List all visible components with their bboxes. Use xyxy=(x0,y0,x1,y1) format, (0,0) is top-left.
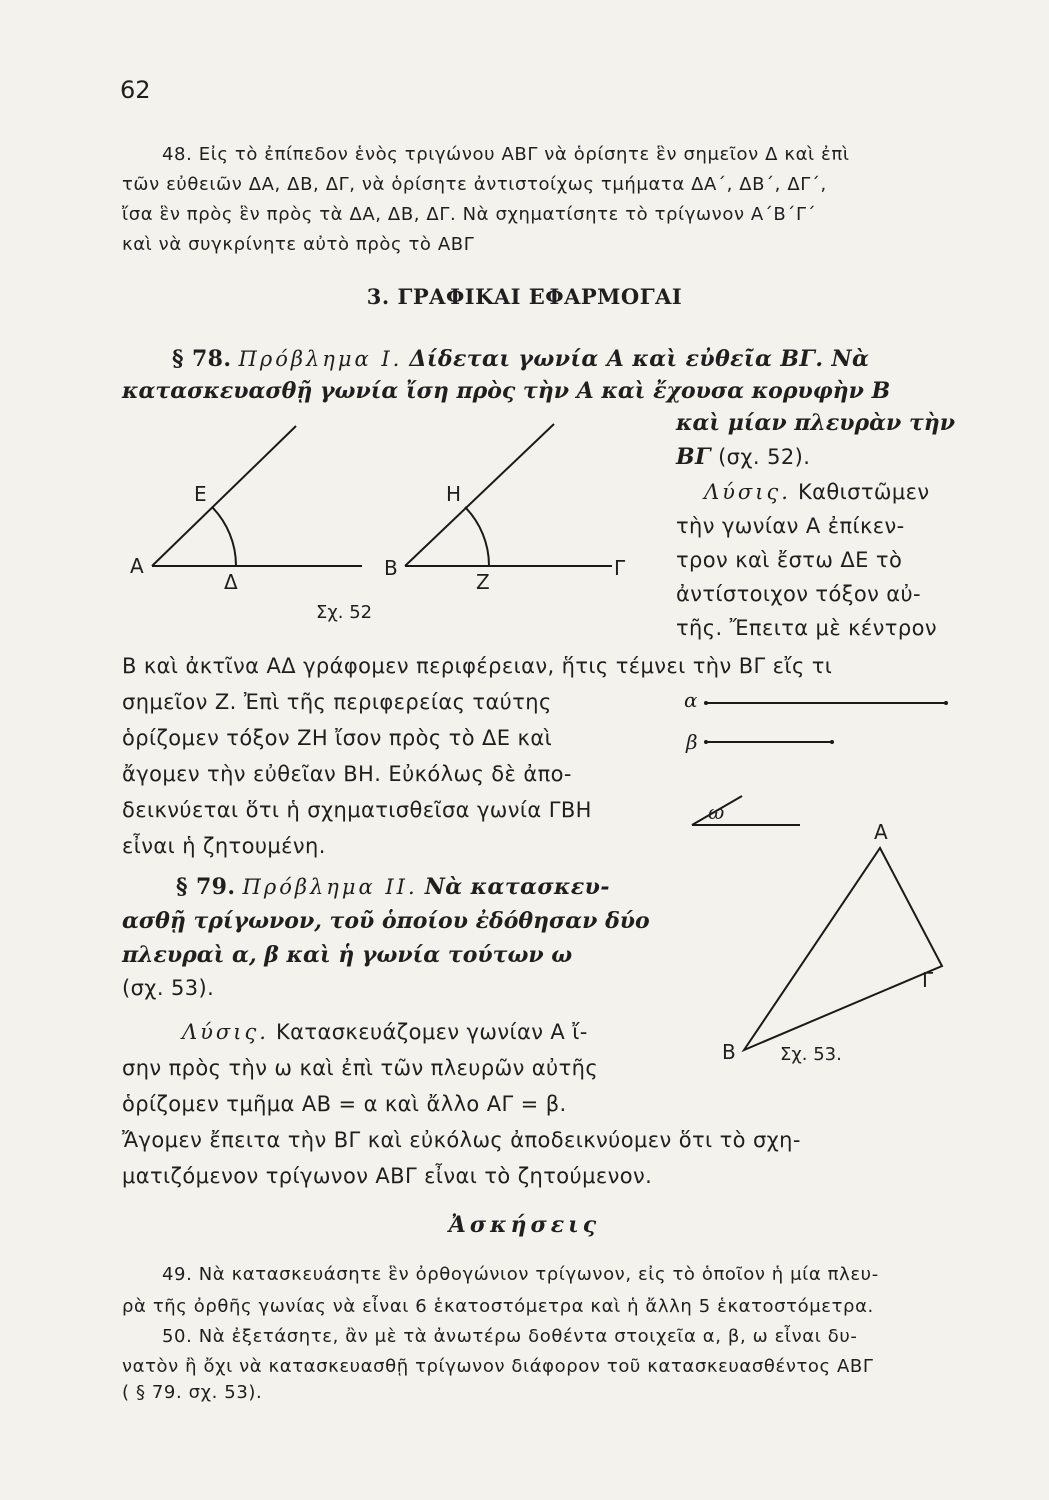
figure-reference: (σχ. 52). xyxy=(718,445,811,469)
figure-53-triangle xyxy=(744,848,942,1050)
figure-52-label-e: Ε xyxy=(194,482,207,506)
figure-53-label-alpha: α xyxy=(684,688,698,712)
exercise-50-line: 50. Νὰ ἐξετάσητε, ἂν μὲ τὰ ἀνωτέρω δοθέντα στοιχεῖα α, β, ω εἶναι δυ- xyxy=(162,1326,858,1347)
figure-52-label-a: Α xyxy=(130,554,144,578)
solution-label: Λύσις. xyxy=(182,1020,269,1044)
solution-text: Β καὶ ἀκτῖνα ΑΔ γράφομεν περιφέρειαν, ἥτις τέμνει τὴν ΒΓ εἴς τι xyxy=(122,654,833,678)
figure-52-arc-de xyxy=(212,507,236,566)
problem-79-statement: πλευραὶ α, β καὶ ἡ γωνία τούτων ω xyxy=(122,942,573,968)
solution-text: σημεῖον Ζ. Ἐπὶ τῆς περιφερείας ταύτης xyxy=(122,690,552,714)
solution-text: Καθιστῶμεν xyxy=(798,480,930,504)
solution-text: ὁρίζομεν τόξον ΖΗ ἴσον πρὸς τὸ ΔΕ καὶ xyxy=(122,726,553,750)
figure-52-label-z: Ζ xyxy=(476,570,490,594)
solution-text: Κατασκευάζομεν γωνίαν Α ἴ- xyxy=(276,1020,588,1044)
solution-text: σην πρὸς τὴν ω καὶ ἐπὶ τῶν πλευρῶν αὐτῆς xyxy=(122,1056,599,1080)
solution-text: ἄγομεν τὴν εὐθεῖαν ΒΗ. Εὐκόλως δὲ ἀπο- xyxy=(122,762,572,786)
figure-52-label-b: Β xyxy=(384,556,398,580)
figure-52-label-h: Η xyxy=(446,482,462,506)
solution-text: τρον καὶ ἔστω ΔΕ τὸ xyxy=(676,548,903,572)
figure-53-label-omega: ω xyxy=(708,800,725,824)
problem-78-statement: κατασκευασθῇ γωνία ἴση πρὸς τὴν Α καὶ ἔχουσα κορυφὴν Β xyxy=(122,378,891,404)
problem-78-statement: καὶ μίαν πλευρὰν τὴν xyxy=(676,410,956,436)
figure-53-beta-left-tick xyxy=(704,740,708,744)
exercise-48-line: τῶν εὐθειῶν ΔΑ, ΔΒ, ΔΓ, νὰ ὁρίσητε ἀντιστοίχως τμήματα ΔΑ΄, ΔΒ΄, ΔΓ΄, xyxy=(122,174,827,195)
page-number: 62 xyxy=(120,76,151,104)
exercise-50-line: νατὸν ἢ ὄχι νὰ κατασκευασθῇ τρίγωνον διάφορον τοῦ κατασκευασθέντος ΑΒΓ xyxy=(122,1356,874,1377)
problem-79-title: Πρόβλημα ΙΙ. xyxy=(242,875,418,899)
figure-53-label-b: Β xyxy=(722,1040,736,1064)
solution-text: ἀντίστοιχον τόξον αὐ- xyxy=(676,582,922,606)
problem-79-statement: ασθῇ τρίγωνον, τοῦ ὁποίου ἐδόθησαν δύο xyxy=(122,908,650,934)
figure-52-label-g: Γ xyxy=(614,556,626,580)
problem-78-statement: Δίδεται γωνία Α καὶ εὐθεῖα ΒΓ. Νὰ xyxy=(409,346,870,372)
figure-53-alpha-left-tick xyxy=(704,701,708,705)
exercise-48-line: καὶ νὰ συγκρίνητε αὐτὸ πρὸς τὸ ΑΒΓ xyxy=(122,234,475,255)
problem-78-title: Πρόβλημα Ι. xyxy=(238,347,403,371)
figure-53-caption: Σχ. 53. xyxy=(780,1044,842,1065)
figure-52-arc-zh xyxy=(465,507,489,566)
solution-label: Λύσις. xyxy=(704,480,791,504)
figure-reference: (σχ. 53). xyxy=(122,976,215,1000)
exercises-heading: Ἀσκήσεις xyxy=(448,1212,601,1238)
figure-52-ray-bh xyxy=(405,424,554,566)
solution-text: τῆς. Ἔπειτα μὲ κέντρον xyxy=(676,616,937,640)
problem-78-number: § 78. xyxy=(172,346,232,372)
figure-53-alpha-right-tick xyxy=(944,701,948,705)
problem-79-number: § 79. xyxy=(176,874,236,900)
solution-text: Ἄγομεν ἔπειτα τὴν ΒΓ καὶ εὐκόλως ἀποδεικνύομεν ὅτι τὸ σχη- xyxy=(122,1128,801,1152)
solution-text: εἶναι ἡ ζητουμένη. xyxy=(122,834,326,858)
exercise-48-line: 48. Εἰς τὸ ἐπίπεδον ἑνὸς τριγώνου ΑΒΓ νὰ ὁρίσητε ἓν σημεῖον Δ καὶ ἐπὶ xyxy=(162,144,850,165)
figure-53-label-a: Α xyxy=(874,820,888,844)
exercise-49-line: ρὰ τῆς ὀρθῆς γωνίας νὰ εἶναι 6 ἑκατοστόμετρα καὶ ἡ ἄλλη 5 ἑκατοστόμετρα. xyxy=(122,1296,874,1317)
figure-52-label-d: Δ xyxy=(224,570,238,594)
solution-text: ὁρίζομεν τμῆμα ΑΒ = α καὶ ἄλλο ΑΓ = β. xyxy=(122,1092,567,1116)
solution-text: τὴν γωνίαν Α ἐπίκεν- xyxy=(676,514,905,538)
section-heading: 3. ΓΡΑΦΙΚΑΙ ΕΦΑΡΜΟΓΑΙ xyxy=(366,284,683,309)
problem-78-statement: ΒΓ xyxy=(676,444,712,470)
problem-79-statement: Νὰ κατασκευ- xyxy=(424,874,610,900)
solution-text: δεικνύεται ὅτι ἡ σχηματισθεῖσα γωνία ΓΒΗ xyxy=(122,798,592,822)
exercise-49-line: 49. Νὰ κατασκευάσητε ἓν ὀρθογώνιον τρίγωνον, εἰς τὸ ὁποῖον ἡ μία πλευ- xyxy=(162,1264,879,1285)
exercise-50-line: ( § 79. σχ. 53). xyxy=(122,1382,263,1403)
figure-52-caption: Σχ. 52 xyxy=(316,602,373,623)
figure-52-ray-ae xyxy=(152,426,296,566)
exercise-48-line: ἴσα ἓν πρὸς ἓν πρὸς τὰ ΔΑ, ΔΒ, ΔΓ. Νὰ σχηματίσητε τὸ τρίγωνον Α΄Β΄Γ΄ xyxy=(122,204,817,225)
figure-53-label-g: Γ xyxy=(922,968,934,992)
figure-53-beta-right-tick xyxy=(830,740,834,744)
figure-53-label-beta: β xyxy=(686,730,698,754)
solution-text: ματιζόμενον τρίγωνον ΑΒΓ εἶναι τὸ ζητούμενον. xyxy=(122,1164,653,1188)
